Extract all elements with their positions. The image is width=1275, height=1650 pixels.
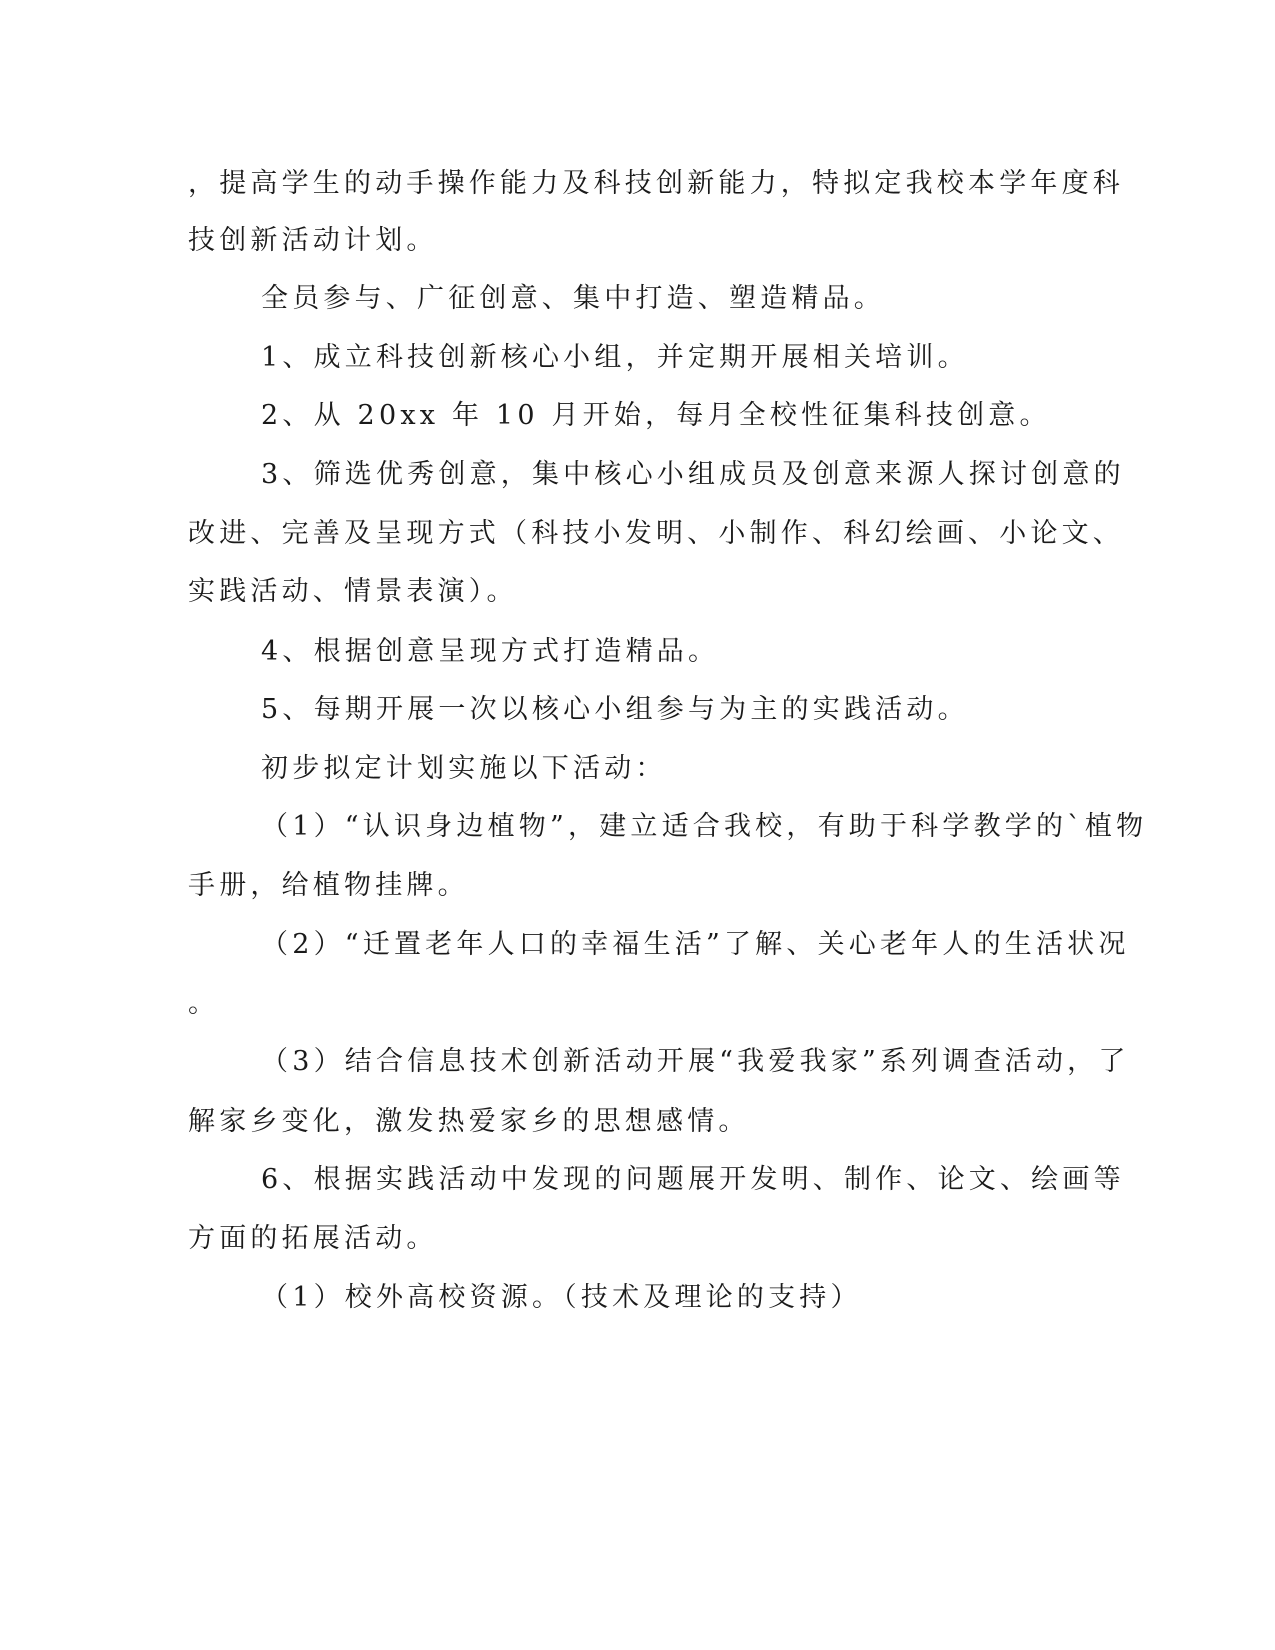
text-line: 改进、完善及呈现方式（科技小发明、小制作、科幻绘画、小论文、 bbox=[188, 518, 1124, 549]
text-line: （2）“迁置老年人口的幸福生活”了解、关心老年人的生活状况 bbox=[261, 929, 1130, 960]
text-line: 4、根据创意呈现方式打造精品。 bbox=[261, 636, 720, 667]
text-line: 全员参与、广征创意、集中打造、塑造精品。 bbox=[261, 283, 885, 314]
text-line: （1）校外高校资源。（技术及理论的支持） bbox=[261, 1282, 862, 1313]
text-line: 技创新活动计划。 bbox=[188, 225, 438, 256]
text-line: 实践活动、情景表演）。 bbox=[188, 576, 518, 607]
text-line: （1）“认识身边植物”，建立适合我校，有助于科学教学的`植物 bbox=[261, 811, 1148, 842]
text-line: 解家乡变化，激发热爱家乡的思想感情。 bbox=[188, 1106, 750, 1137]
text-line: 手册，给植物挂牌。 bbox=[188, 870, 469, 901]
text-line: 。 bbox=[188, 988, 220, 1019]
text-line: 3、筛选优秀创意，集中核心小组成员及创意来源人探讨创意的 bbox=[261, 459, 1125, 490]
text-line: 2、从 20xx 年 10 月开始，每月全校性征集科技创意。 bbox=[261, 400, 1051, 431]
text-line: （3）结合信息技术创新活动开展“我爱我家”系列调查活动，了 bbox=[261, 1046, 1130, 1077]
text-line: ，提高学生的动手操作能力及科技创新能力，特拟定我校本学年度科 bbox=[188, 168, 1124, 199]
text-line: 1、成立科技创新核心小组，并定期开展相关培训。 bbox=[261, 342, 969, 373]
text-line: 6、根据实践活动中发现的问题展开发明、制作、论文、绘画等 bbox=[261, 1164, 1125, 1195]
text-line: 方面的拓展活动。 bbox=[188, 1223, 438, 1254]
text-line: 5、每期开展一次以核心小组参与为主的实践活动。 bbox=[261, 694, 969, 725]
text-line: 初步拟定计划实施以下活动： bbox=[261, 753, 667, 784]
